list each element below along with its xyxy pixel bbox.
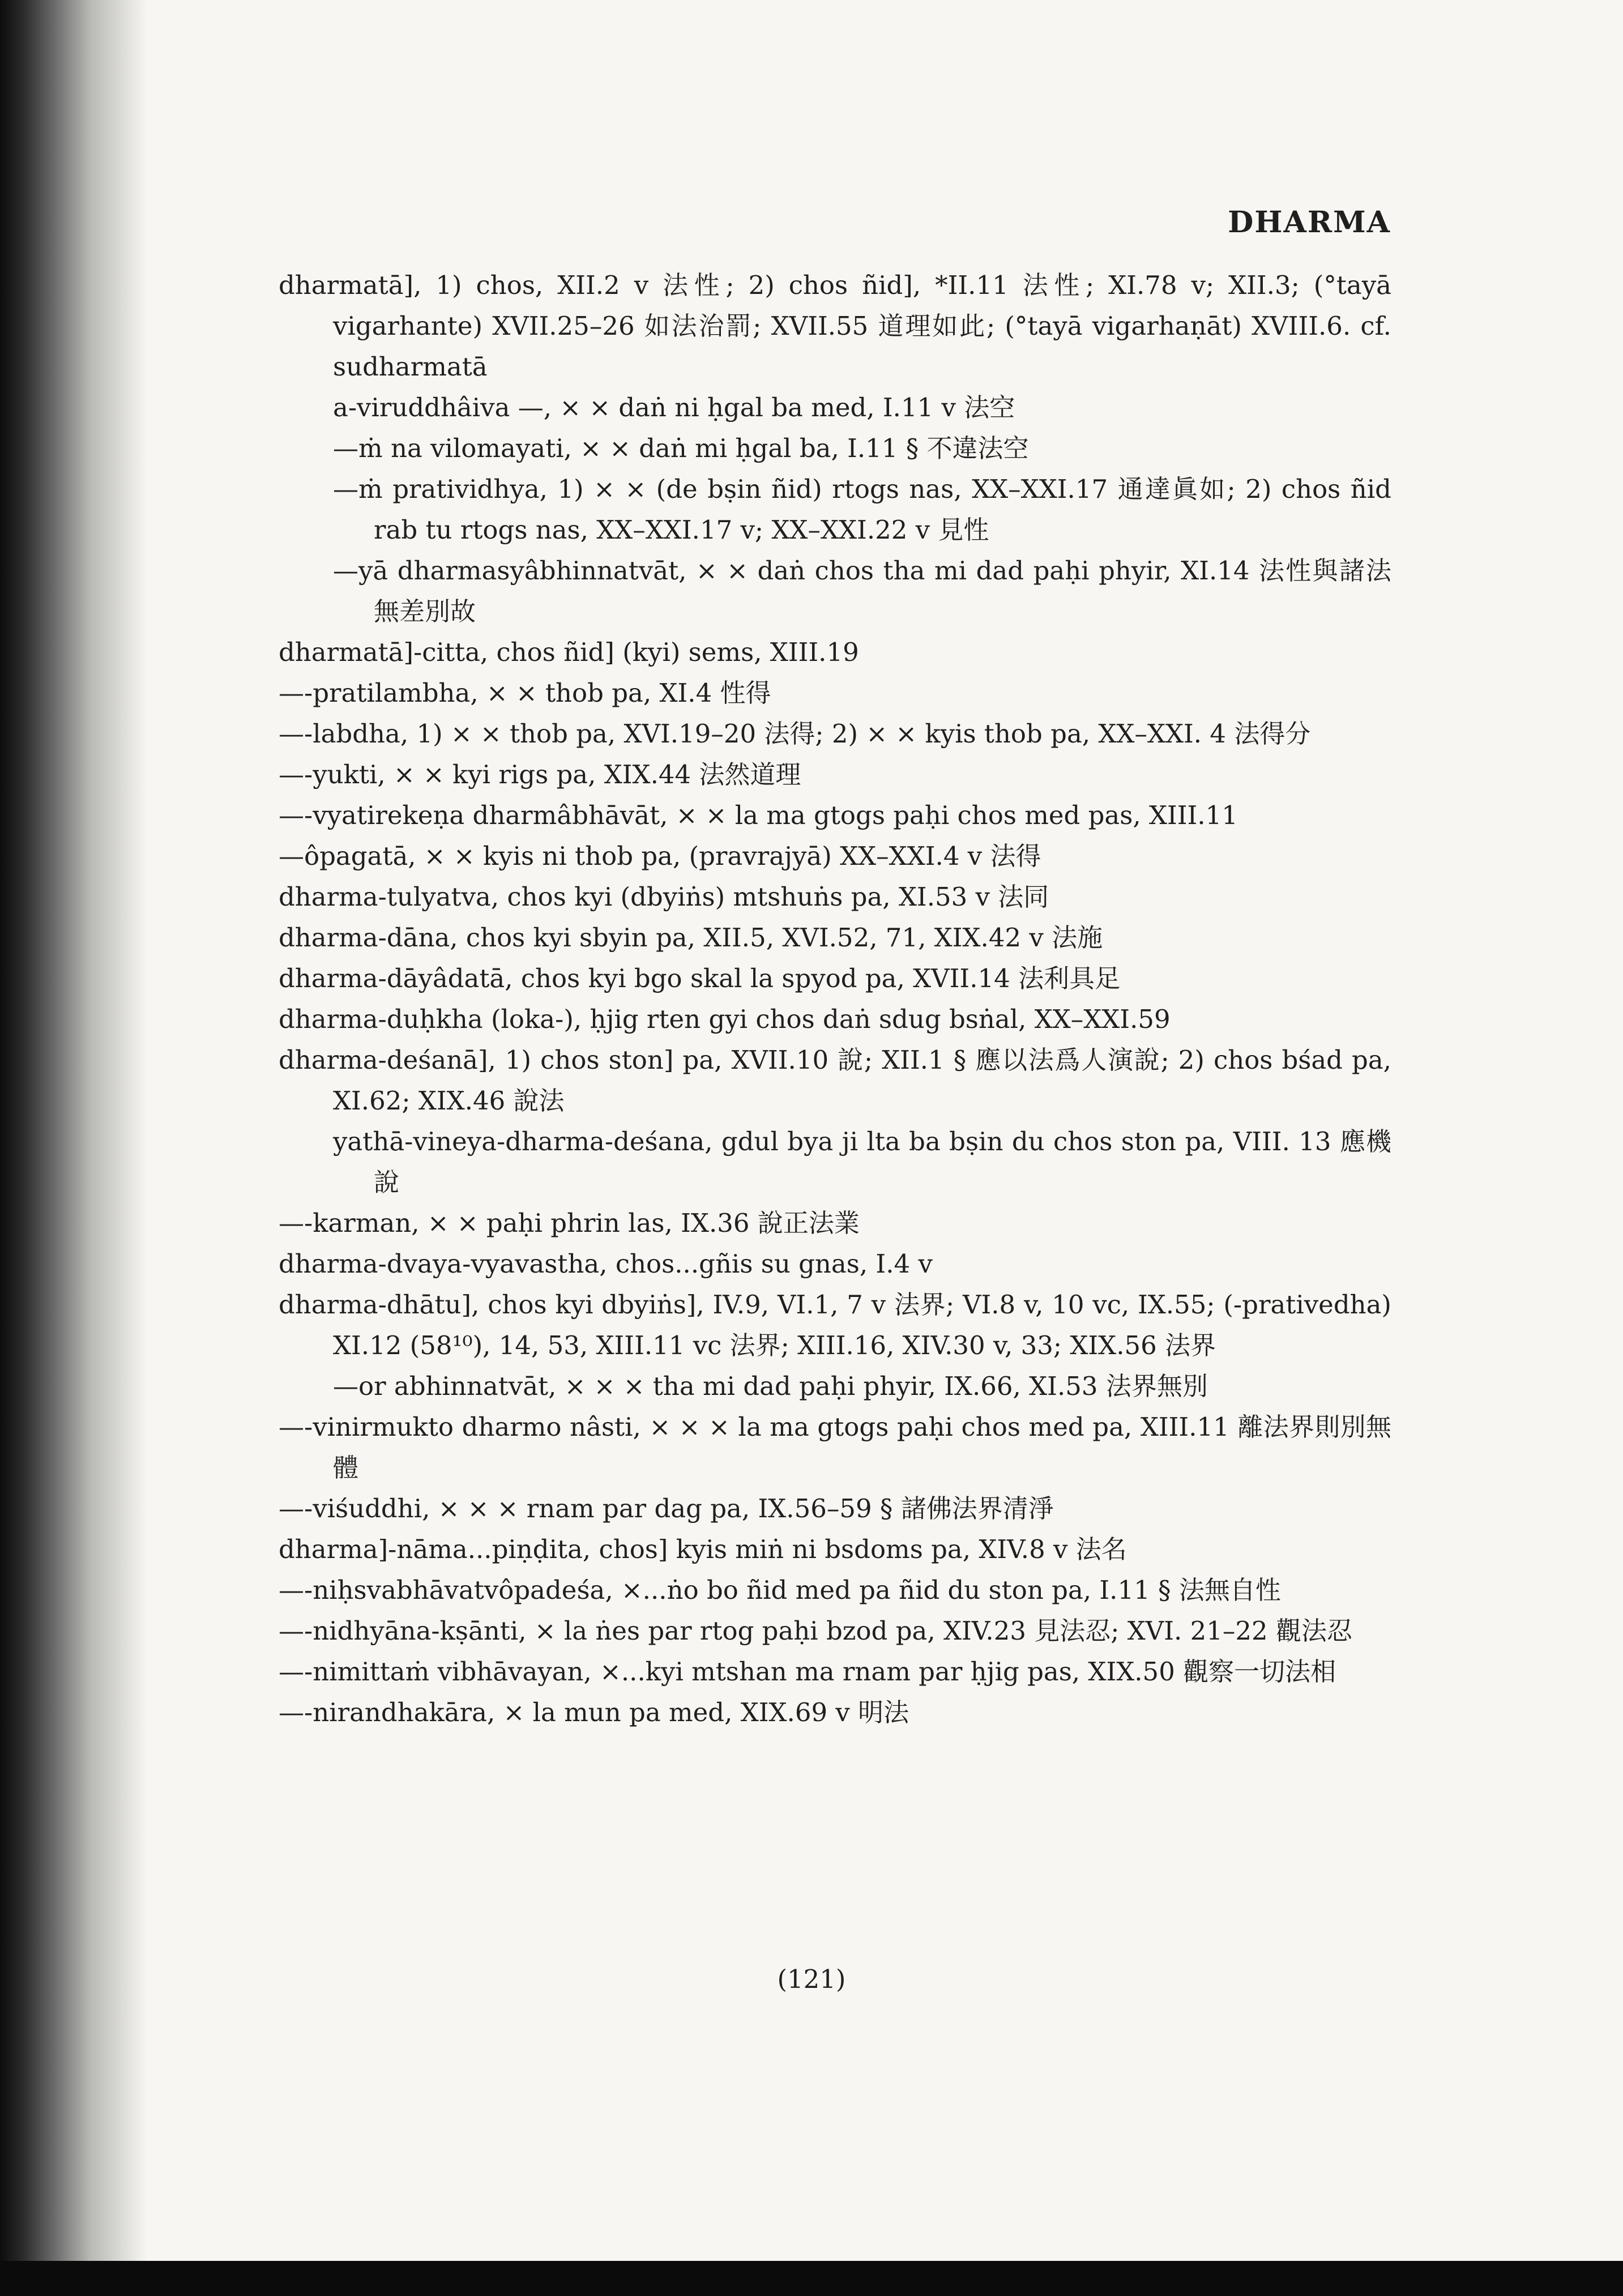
- entry: dharma-duḥkha (loka-), ḥjig rten gyi chos daṅ sdug bsṅal, XX–XXI.59: [279, 1004, 1171, 1034]
- scan-shadow-left: [0, 0, 147, 2296]
- dictionary-entries: [279, 265, 1391, 1733]
- entry: —-nirandhakāra, × la mun pa med, XIX.69 v 明法: [279, 1697, 909, 1727]
- entry: —-vyatirekeṇa dharmâbhāvāt, × × la ma gtogs paḥi chos med pas, XIII.11: [279, 800, 1238, 830]
- entry: —yā dharmasyâbhinnatvāt, × × daṅ chos tha mi dad paḥi phyir, XI.14 法性與諸法無差別故: [333, 556, 1391, 626]
- entry: —-nimittaṁ vibhāvayan, ×...kyi mtshan ma rnam par ḥjig pas, XIX.50 觀察一切法相: [279, 1657, 1336, 1687]
- entry: dharma-dvaya-vyavastha, chos...gñis su gnas, I.4 v: [279, 1249, 933, 1279]
- entry: —-niḥsvabhāvatvôpadeśa, ×...ṅo bo ñid med pa ñid du ston pa, I.11 § 法無自性: [279, 1575, 1281, 1605]
- entry: dharma-deśanā], 1) chos ston] pa, XVII.10 說; XII.1 § 應以法爲人演說; 2) chos bśad pa, XI.62; XIX.46 說法: [279, 1045, 1391, 1116]
- entry: dharma-tulyatva, chos kyi (dbyiṅs) mtshuṅs pa, XI.53 v 法同: [279, 882, 1049, 912]
- entry: dharmatā]-citta, chos ñid] (kyi) sems, XIII.19: [279, 637, 859, 667]
- running-head: DHARMA: [1228, 205, 1391, 240]
- entry: —-karman, × × paḥi phrin las, IX.36 說正法業: [279, 1208, 860, 1238]
- entry: —or abhinnatvāt, × × × tha mi dad paḥi phyir, IX.66, XI.53 法界無別: [333, 1371, 1208, 1401]
- entry: —ôpagatā, × × kyis ni thob pa, (pravrajyā) XX–XXI.4 v 法得: [279, 841, 1041, 871]
- entry: —ṁ na vilomayati, × × daṅ mi ḥgal ba, I.11 § 不違法空: [333, 433, 1029, 463]
- entry: —-nidhyāna-kṣānti, × la ṅes par rtog paḥi bzod pa, XIV.23 見法忍; XVI. 21–22 觀法忍: [279, 1616, 1352, 1646]
- entry: yathā-vineya-dharma-deśana, gdul bya ji lta ba bṣin du chos ston pa, VIII. 13 應機說: [333, 1126, 1391, 1197]
- page-number: (121): [777, 1964, 846, 1994]
- entry: —-yukti, × × kyi rigs pa, XIX.44 法然道理: [279, 759, 801, 789]
- entry: —-pratilambha, × × thob pa, XI.4 性得: [279, 678, 771, 708]
- entry: —-labdha, 1) × × thob pa, XVI.19–20 法得; 2) × × kyis thob pa, XX–XXI. 4 法得分: [279, 719, 1311, 749]
- entry: a-viruddhâiva —, × × daṅ ni ḥgal ba med, I.11 v 法空: [333, 392, 1015, 423]
- entry: —-viśuddhi, × × × rnam par dag pa, IX.56–59 § 諸佛法界清淨: [279, 1493, 1054, 1523]
- entry: dharma-dāyâdatā, chos kyi bgo skal la spyod pa, XVII.14 法利具足: [279, 963, 1121, 993]
- entry: dharma]-nāma...piṇḍita, chos] kyis miṅ ni bsdoms pa, XIV.8 v 法名: [279, 1534, 1127, 1564]
- entry: —-vinirmukto dharmo nâsti, × × × la ma gtogs paḥi chos med pa, XIII.11 離法界則別無體: [279, 1412, 1391, 1483]
- entry: dharma-dāna, chos kyi sbyin pa, XII.5, XVI.52, 71, XIX.42 v 法施: [279, 923, 1103, 953]
- scan-shadow-bottom: [0, 2261, 1623, 2296]
- entry: dharmatā], 1) chos, XII.2 v 法性; 2) chos ñid], *II.11 法性; XI.78 v; XII.3; (°tayā vigarhante) XVII.25–26 如法治罰; XVII.55 道理如此; (°tayā vigarhaṇāt) XVIII.6. cf. sudharmatā: [279, 270, 1391, 382]
- entry: —ṁ pratividhya, 1) × × (de bṣin ñid) rtogs nas, XX–XXI.17 通達眞如; 2) chos ñid rab tu rtogs nas, XX–XXI.17 v; XX–XXI.22 v 見性: [333, 474, 1391, 545]
- entry: dharma-dhātu], chos kyi dbyiṅs], IV.9, VI.1, 7 v 法界; VI.8 v, 10 vc, IX.55; (-prativedha) XI.12 (58¹⁰), 14, 53, XIII.11 vc 法界; XIII.16, XIV.30 v, 33; XIX.56 法界: [279, 1290, 1391, 1360]
